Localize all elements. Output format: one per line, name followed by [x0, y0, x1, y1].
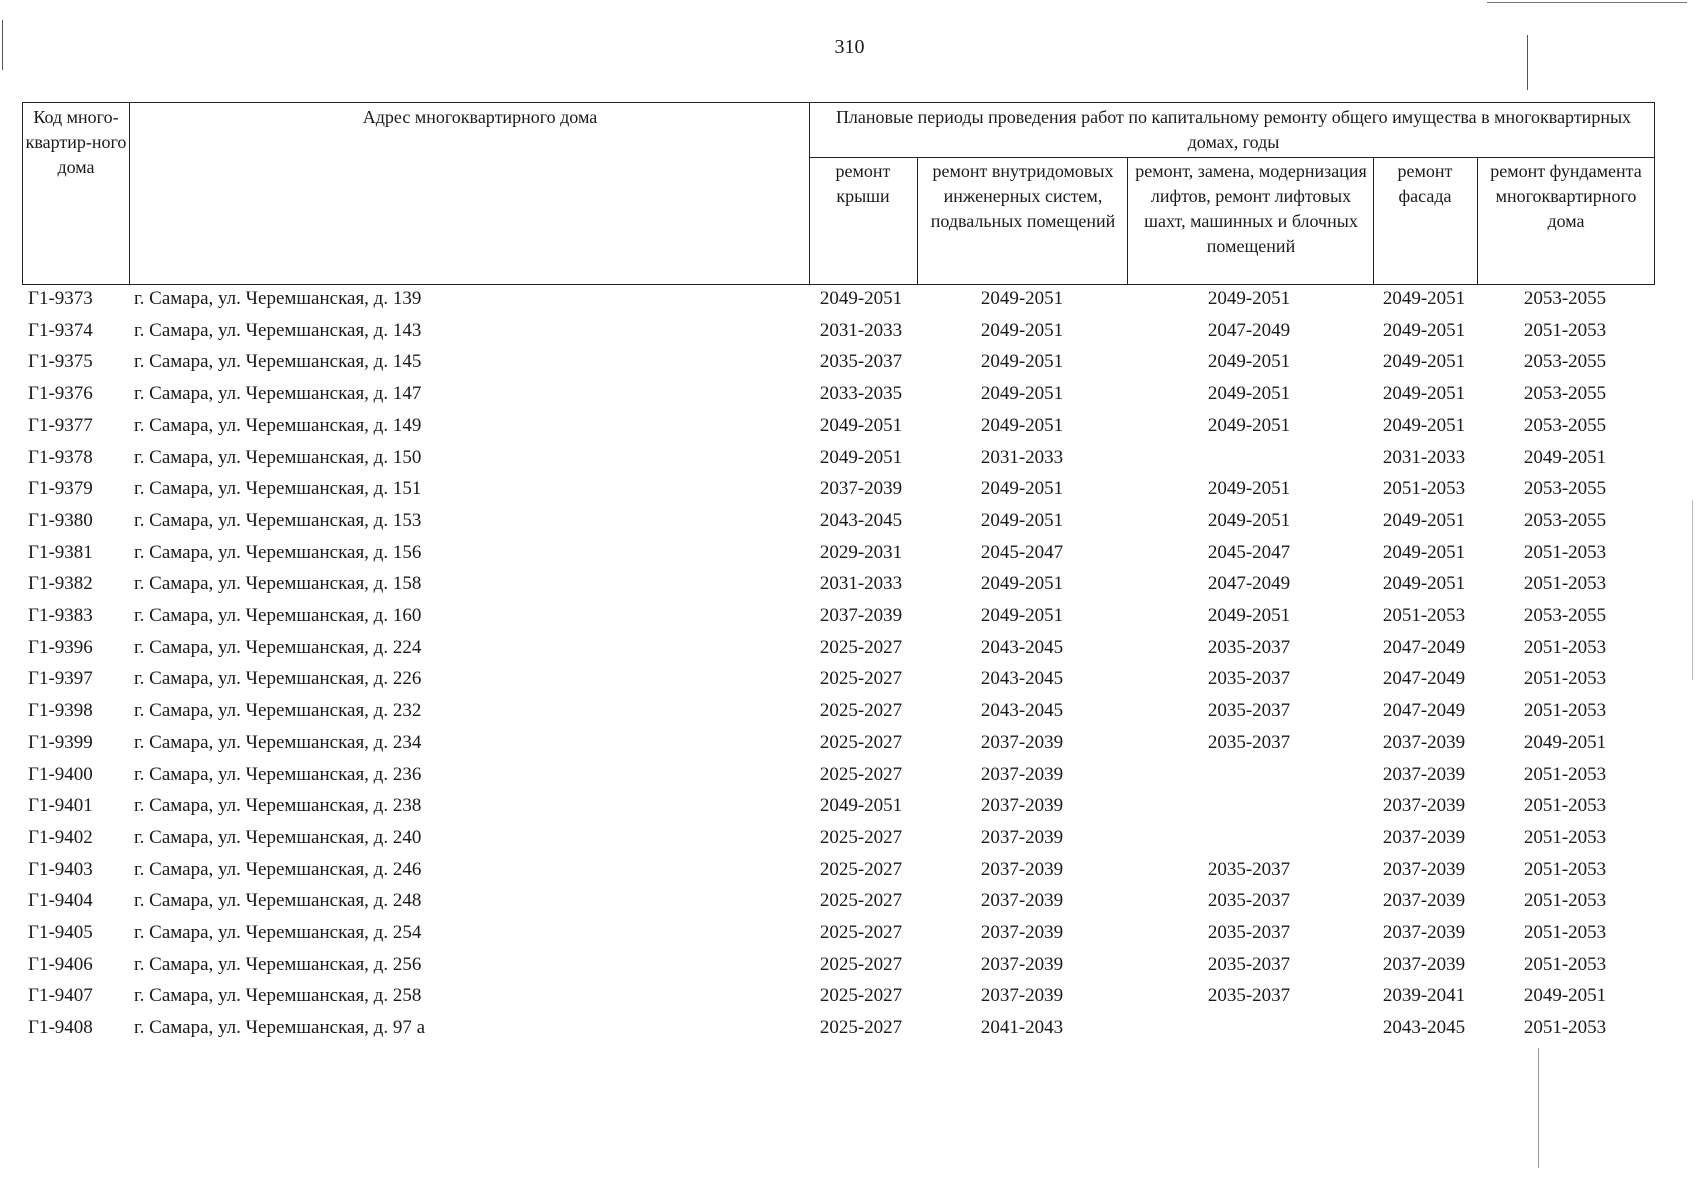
table-row — [0, 696, 1699, 726]
table-row — [0, 950, 1699, 980]
address: г. Самара, ул. Черемшанская, д. 234 — [134, 731, 422, 753]
header-engineering: ремонт внутридомовых инженерных систем, подвальных помещений — [930, 161, 1116, 231]
roof-period: 2025-2027 — [819, 953, 903, 975]
engineering-period: 2049-2051 — [980, 351, 1064, 373]
engineering-period: 2037-2039 — [980, 731, 1064, 753]
facade-period: 2043-2045 — [1382, 1017, 1466, 1039]
address: г. Самара, ул. Черемшанская, д. 158 — [134, 573, 422, 595]
facade-period: 2037-2039 — [1382, 763, 1466, 785]
address: г. Самара, ул. Черемшанская, д. 258 — [134, 985, 422, 1007]
table-header — [22, 102, 1655, 285]
address: г. Самара, ул. Черемшанская, д. 232 — [134, 700, 422, 722]
roof-period: 2025-2027 — [819, 858, 903, 880]
house-code: Г1-9378 — [28, 446, 93, 468]
page-number: 310 — [834, 36, 865, 58]
engineering-period: 2037-2039 — [980, 826, 1064, 848]
house-code: Г1-9405 — [28, 922, 93, 943]
foundation-period: 2051-2053 — [1523, 668, 1607, 690]
table-row — [0, 855, 1699, 885]
foundation-period: 2051-2053 — [1523, 1017, 1607, 1039]
roof-period: 2033-2035 — [819, 383, 903, 405]
address: г. Самара, ул. Черемшанская, д. 256 — [134, 953, 422, 975]
table-row — [0, 538, 1699, 568]
engineering-period: 2049-2051 — [980, 319, 1064, 341]
house-code: Г1-9400 — [28, 763, 93, 785]
table-row — [0, 633, 1699, 663]
foundation-period: 2053-2055 — [1523, 478, 1607, 500]
table-row — [0, 728, 1699, 758]
lifts-period: 2035-2037 — [1207, 636, 1291, 658]
table-row — [0, 791, 1699, 821]
divider — [1477, 157, 1478, 284]
foundation-period: 2051-2053 — [1523, 319, 1607, 341]
engineering-period: 2045-2047 — [980, 541, 1064, 563]
table-row — [0, 443, 1699, 473]
address: г. Самара, ул. Черемшанская, д. 224 — [134, 636, 422, 658]
engineering-period: 2037-2039 — [980, 763, 1064, 785]
roof-period: 2049-2051 — [819, 288, 903, 309]
roof-period: 2025-2027 — [819, 985, 903, 1007]
foundation-period: 2053-2055 — [1523, 509, 1607, 531]
engineering-period: 2031-2033 — [980, 446, 1064, 468]
table-row — [0, 760, 1699, 790]
house-code: Г1-9401 — [28, 795, 93, 817]
facade-period: 2049-2051 — [1382, 509, 1466, 531]
roof-period: 2025-2027 — [819, 700, 903, 722]
house-code: Г1-9399 — [28, 731, 93, 753]
address: г. Самара, ул. Черемшанская, д. 160 — [134, 605, 422, 626]
foundation-period: 2053-2055 — [1523, 383, 1607, 405]
facade-period: 2031-2033 — [1382, 446, 1466, 468]
table-row — [0, 474, 1699, 504]
facade-period: 2049-2051 — [1382, 383, 1466, 405]
table-row — [0, 918, 1699, 948]
engineering-period: 2037-2039 — [980, 922, 1064, 943]
foundation-period: 2053-2055 — [1523, 605, 1607, 626]
house-code: Г1-9382 — [28, 573, 93, 595]
header-code: Код много-квартир-ного дома — [25, 107, 127, 177]
roof-period: 2025-2027 — [819, 922, 903, 943]
roof-period: 2049-2051 — [819, 795, 903, 817]
facade-period: 2047-2049 — [1382, 700, 1466, 722]
roof-period: 2025-2027 — [819, 731, 903, 753]
engineering-period: 2049-2051 — [980, 288, 1064, 309]
lifts-period: 2045-2047 — [1207, 541, 1291, 563]
lifts-period: 2049-2051 — [1207, 605, 1291, 626]
roof-period: 2025-2027 — [819, 636, 903, 658]
facade-period: 2037-2039 — [1382, 826, 1466, 848]
house-code: Г1-9403 — [28, 858, 93, 880]
roof-period: 2037-2039 — [819, 478, 903, 500]
facade-period: 2049-2051 — [1382, 319, 1466, 341]
house-code: Г1-9377 — [28, 414, 93, 436]
engineering-period: 2049-2051 — [980, 605, 1064, 626]
engineering-period: 2049-2051 — [980, 414, 1064, 436]
divider — [1127, 157, 1128, 284]
lifts-period: 2047-2049 — [1207, 573, 1291, 595]
foundation-period: 2053-2055 — [1523, 288, 1607, 309]
house-code: Г1-9397 — [28, 668, 93, 690]
facade-period: 2049-2051 — [1382, 288, 1466, 309]
facade-period: 2049-2051 — [1382, 414, 1466, 436]
roof-period: 2043-2045 — [819, 509, 903, 531]
table-row — [0, 664, 1699, 694]
foundation-period: 2053-2055 — [1523, 414, 1607, 436]
header-periods: Плановые периоды проведения работ по капитальному ремонту общего имущества в многоквартирных домах, годы — [835, 107, 1632, 152]
address: г. Самара, ул. Черемшанская, д. 238 — [134, 795, 422, 817]
facade-period: 2037-2039 — [1382, 890, 1466, 912]
roof-period: 2025-2027 — [819, 890, 903, 912]
roof-period: 2031-2033 — [819, 319, 903, 341]
table-row — [0, 886, 1699, 916]
house-code: Г1-9383 — [28, 605, 93, 626]
facade-period: 2039-2041 — [1382, 985, 1466, 1007]
engineering-period: 2049-2051 — [980, 573, 1064, 595]
scan-mark — [1538, 1048, 1539, 1168]
divider — [1373, 157, 1374, 284]
lifts-period: 2049-2051 — [1207, 383, 1291, 405]
engineering-period: 2037-2039 — [980, 890, 1064, 912]
address: г. Самара, ул. Черемшанская, д. 149 — [134, 414, 422, 436]
table-row — [0, 601, 1699, 631]
foundation-period: 2051-2053 — [1523, 826, 1607, 848]
foundation-period: 2051-2053 — [1523, 858, 1607, 880]
lifts-period: 2035-2037 — [1207, 922, 1291, 943]
roof-period: 2049-2051 — [819, 414, 903, 436]
foundation-period: 2049-2051 — [1523, 985, 1607, 1007]
table-row — [0, 347, 1699, 377]
house-code: Г1-9407 — [28, 985, 93, 1007]
table-row — [0, 506, 1699, 536]
foundation-period: 2051-2053 — [1523, 573, 1607, 595]
address: г. Самара, ул. Черемшанская, д. 246 — [134, 858, 422, 880]
foundation-period: 2051-2053 — [1523, 763, 1607, 785]
engineering-period: 2037-2039 — [980, 858, 1064, 880]
house-code: Г1-9404 — [28, 890, 93, 912]
address: г. Самара, ул. Черемшанская, д. 240 — [134, 826, 422, 848]
facade-period: 2049-2051 — [1382, 351, 1466, 373]
lifts-period: 2035-2037 — [1207, 985, 1291, 1007]
divider — [809, 157, 1654, 158]
lifts-period: 2049-2051 — [1207, 414, 1291, 436]
engineering-period: 2049-2051 — [980, 478, 1064, 500]
table-row — [0, 823, 1699, 853]
address: г. Самара, ул. Черемшанская, д. 143 — [134, 319, 422, 341]
foundation-period: 2051-2053 — [1523, 541, 1607, 563]
facade-period: 2037-2039 — [1382, 953, 1466, 975]
address: г. Самара, ул. Черемшанская, д. 145 — [134, 351, 422, 373]
engineering-period: 2043-2045 — [980, 700, 1064, 722]
divider — [809, 103, 810, 284]
foundation-period: 2049-2051 — [1523, 446, 1607, 468]
table-row — [0, 411, 1699, 441]
table-row — [0, 379, 1699, 409]
engineering-period: 2043-2045 — [980, 668, 1064, 690]
lifts-period: 2035-2037 — [1207, 700, 1291, 722]
divider — [917, 157, 918, 284]
house-code: Г1-9379 — [28, 478, 93, 500]
engineering-period: 2043-2045 — [980, 636, 1064, 658]
house-code: Г1-9398 — [28, 700, 93, 722]
engineering-period: 2049-2051 — [980, 383, 1064, 405]
facade-period: 2051-2053 — [1382, 478, 1466, 500]
table-row — [0, 981, 1699, 1011]
house-code: Г1-9376 — [28, 383, 93, 405]
address: г. Самара, ул. Черемшанская, д. 150 — [134, 446, 422, 468]
house-code: Г1-9381 — [28, 541, 93, 563]
roof-period: 2025-2027 — [819, 826, 903, 848]
engineering-period: 2041-2043 — [980, 1017, 1064, 1039]
facade-period: 2051-2053 — [1382, 605, 1466, 626]
foundation-period: 2053-2055 — [1523, 351, 1607, 373]
house-code: Г1-9374 — [28, 319, 93, 341]
facade-period: 2037-2039 — [1382, 731, 1466, 753]
roof-period: 2025-2027 — [819, 668, 903, 690]
divider — [129, 103, 130, 284]
foundation-period: 2051-2053 — [1523, 700, 1607, 722]
lifts-period: 2035-2037 — [1207, 668, 1291, 690]
house-code: Г1-9408 — [28, 1017, 93, 1039]
lifts-period: 2049-2051 — [1207, 478, 1291, 500]
table-row — [0, 1013, 1699, 1043]
lifts-period: 2047-2049 — [1207, 319, 1291, 341]
foundation-period: 2049-2051 — [1523, 731, 1607, 753]
foundation-period: 2051-2053 — [1523, 890, 1607, 912]
roof-period: 2035-2037 — [819, 351, 903, 373]
roof-period: 2025-2027 — [819, 763, 903, 785]
address: г. Самара, ул. Черемшанская, д. 226 — [134, 668, 422, 690]
table-row — [0, 569, 1699, 599]
foundation-period: 2051-2053 — [1523, 795, 1607, 817]
lifts-period: 2049-2051 — [1207, 288, 1291, 309]
facade-period: 2047-2049 — [1382, 636, 1466, 658]
roof-period: 2029-2031 — [819, 541, 903, 563]
header-roof: ремонт крыши — [835, 161, 891, 206]
house-code: Г1-9402 — [28, 826, 93, 848]
facade-period: 2037-2039 — [1382, 858, 1466, 880]
facade-period: 2037-2039 — [1382, 795, 1466, 817]
foundation-period: 2051-2053 — [1523, 636, 1607, 658]
roof-period: 2031-2033 — [819, 573, 903, 595]
address: г. Самара, ул. Черемшанская, д. 153 — [134, 509, 422, 531]
engineering-period: 2037-2039 — [980, 795, 1064, 817]
lifts-period: 2035-2037 — [1207, 953, 1291, 975]
house-code: Г1-9380 — [28, 509, 93, 531]
header-facade: ремонт фасада — [1397, 161, 1453, 206]
facade-period: 2047-2049 — [1382, 668, 1466, 690]
roof-period: 2037-2039 — [819, 605, 903, 626]
address: г. Самара, ул. Черемшанская, д. 236 — [134, 763, 422, 785]
table-row — [0, 284, 1699, 314]
facade-period: 2037-2039 — [1382, 922, 1466, 943]
header-address: Адрес многоквартирного дома — [362, 107, 598, 127]
address: г. Самара, ул. Черемшанская, д. 156 — [134, 541, 422, 563]
facade-period: 2049-2051 — [1382, 541, 1466, 563]
engineering-period: 2049-2051 — [980, 509, 1064, 531]
house-code: Г1-9406 — [28, 953, 93, 975]
lifts-period: 2035-2037 — [1207, 890, 1291, 912]
header-lifts: ремонт, замена, модернизация лифтов, ремонт лифтовых шахт, машинных и блочных помещений — [1135, 161, 1367, 256]
address: г. Самара, ул. Черемшанская, д. 147 — [134, 383, 422, 405]
address: г. Самара, ул. Черемшанская, д. 254 — [134, 922, 422, 943]
engineering-period: 2037-2039 — [980, 953, 1064, 975]
header-foundation: ремонт фундамента многоквартирного дома — [1490, 161, 1642, 231]
roof-period: 2025-2027 — [819, 1017, 903, 1039]
table-row — [0, 316, 1699, 346]
address: г. Самара, ул. Черемшанская, д. 151 — [134, 478, 422, 500]
address: г. Самара, ул. Черемшанская, д. 248 — [134, 890, 422, 912]
foundation-period: 2051-2053 — [1523, 922, 1607, 943]
house-code: Г1-9375 — [28, 351, 93, 373]
lifts-period: 2049-2051 — [1207, 509, 1291, 531]
house-code: Г1-9373 — [28, 288, 93, 309]
lifts-period: 2049-2051 — [1207, 351, 1291, 373]
lifts-period: 2035-2037 — [1207, 731, 1291, 753]
address: г. Самара, ул. Черемшанская, д. 97 а — [134, 1017, 426, 1039]
scan-mark — [1487, 2, 1687, 3]
foundation-period: 2051-2053 — [1523, 953, 1607, 975]
engineering-period: 2037-2039 — [980, 985, 1064, 1007]
address: г. Самара, ул. Черемшанская, д. 139 — [134, 288, 422, 309]
lifts-period: 2035-2037 — [1207, 858, 1291, 880]
roof-period: 2049-2051 — [819, 446, 903, 468]
facade-period: 2049-2051 — [1382, 573, 1466, 595]
house-code: Г1-9396 — [28, 636, 93, 658]
